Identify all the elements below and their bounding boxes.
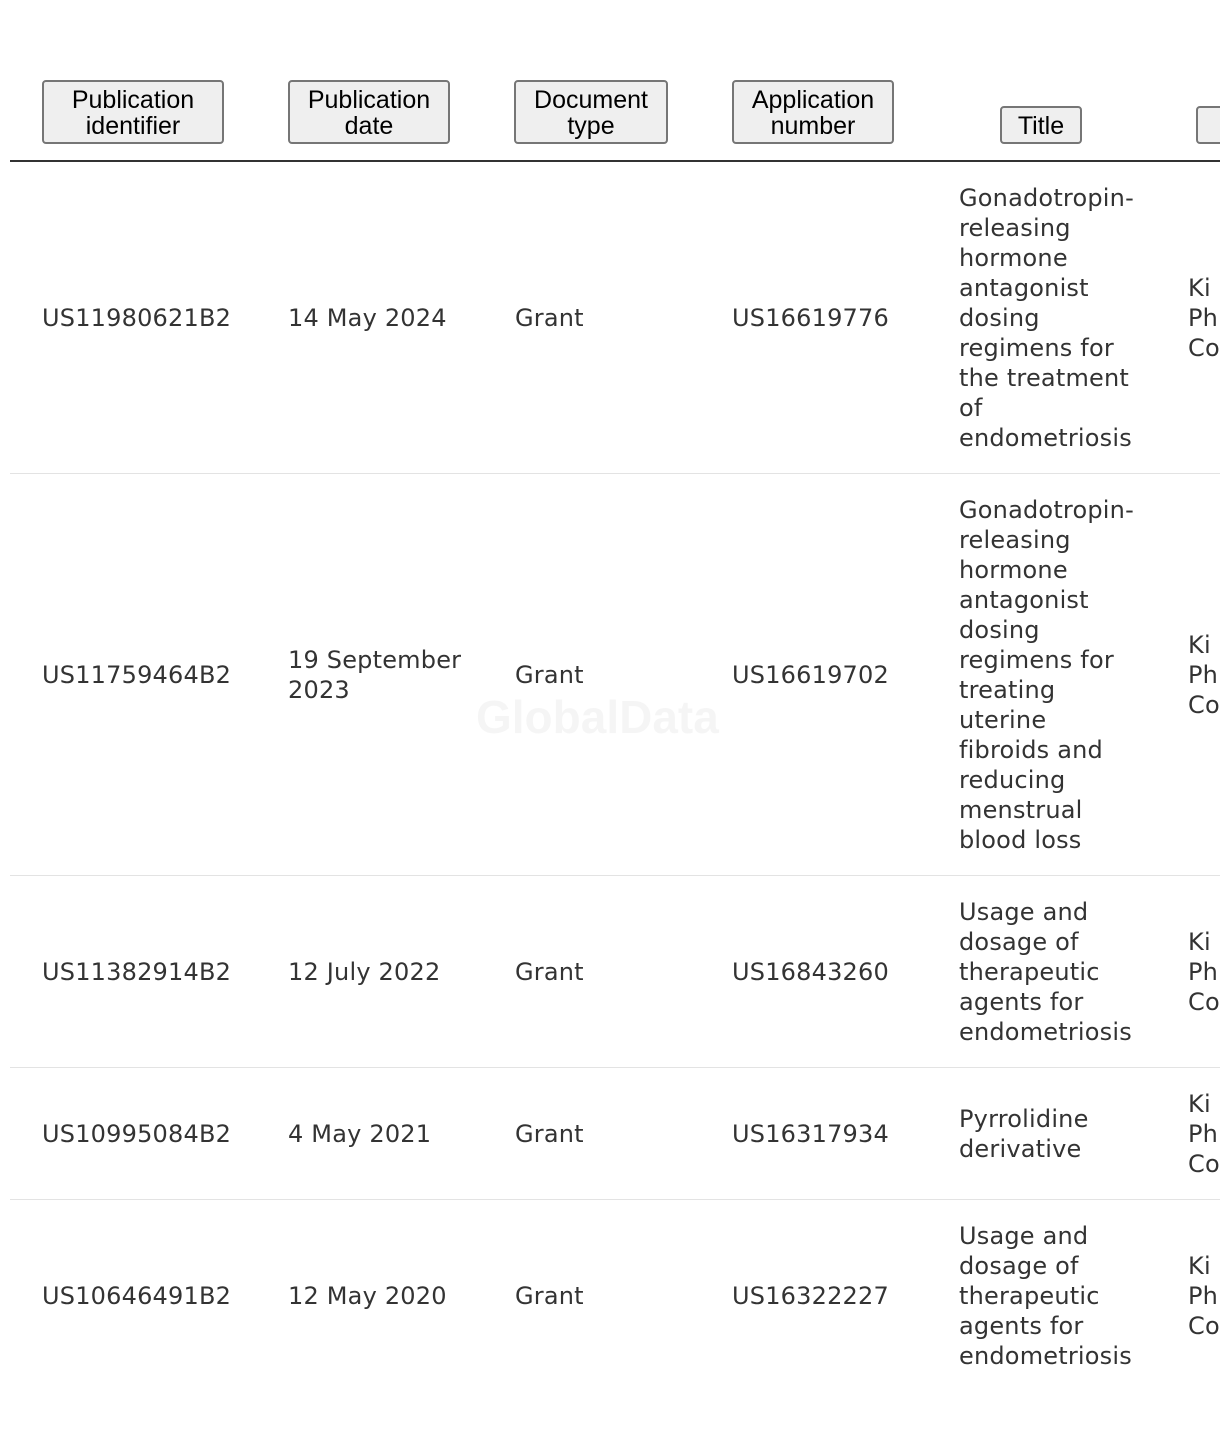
document-type-cell: Grant [515, 660, 584, 689]
assignee-cell: Ki Ph Co [1188, 927, 1220, 1016]
table-row [10, 1068, 1220, 1200]
patent-table [10, 0, 1220, 1432]
document-type-cell: Grant [515, 1119, 584, 1148]
publication-identifier-cell: US11759464B2 [42, 660, 232, 689]
assignee-cell: Ki Ph Co [1188, 1089, 1220, 1178]
publication-identifier-cell: US11980621B2 [42, 303, 232, 332]
title-cell: Pyrrolidine derivative [959, 1104, 1089, 1163]
publication-date-cell: 19 September 2023 [288, 645, 462, 704]
assignee-cell: Ki Ph Co [1188, 630, 1220, 719]
table-header [10, 0, 1220, 162]
application-number-cell: US16322227 [732, 1282, 889, 1310]
publication-identifier-cell: US11382914B2 [42, 957, 232, 986]
table-row [10, 162, 1220, 474]
assignee-cell: Ki Ph Co [1188, 1252, 1220, 1340]
title-cell: Usage and dosage of therapeutic agents for endometriosis [959, 1222, 1132, 1370]
publication-date-cell: 12 May 2020 [288, 1282, 447, 1310]
publication-date-cell: 14 May 2024 [288, 303, 447, 332]
document-type-cell: Grant [515, 1282, 584, 1310]
publication-identifier-cell: US10995084B2 [42, 1119, 232, 1148]
document-type-cell: Grant [515, 957, 584, 986]
document-type-cell: Grant [515, 303, 584, 332]
application-number-cell: US16619776 [732, 303, 889, 332]
publication-identifier-cell: US10646491B2 [42, 1282, 232, 1310]
title-cell: Usage and dosage of therapeutic agents for endometriosis [959, 897, 1132, 1046]
sort-publication-identifier-button[interactable]: Publication identifier [42, 80, 224, 144]
application-number-cell: US16619702 [732, 660, 889, 689]
application-number-cell: US16317934 [732, 1119, 889, 1148]
table-row [10, 1200, 1220, 1392]
sort-title-button[interactable]: Title [1000, 106, 1082, 144]
sort-application-number-button[interactable]: Application number [732, 80, 894, 144]
application-number-cell: US16843260 [732, 957, 889, 986]
sort-assignee-button[interactable] [1196, 106, 1220, 144]
sort-document-type-button[interactable]: Document type [514, 80, 668, 144]
title-cell: Gonadotropin- releasing hormone antagonist dosing regimens for treating uterine fibroids and reducing menstrual blood loss [959, 495, 1134, 854]
publication-date-cell: 4 May 2021 [288, 1119, 432, 1148]
assignee-cell: Ki Ph Co [1188, 273, 1220, 362]
publication-date-cell: 12 July 2022 [288, 957, 441, 986]
sort-publication-date-button[interactable]: Publication date [288, 80, 450, 144]
table-row [10, 474, 1220, 876]
table-row [10, 876, 1220, 1068]
title-cell: Gonadotropin- releasing hormone antagonist dosing regimens for the treatment of endometriosis [959, 183, 1134, 452]
